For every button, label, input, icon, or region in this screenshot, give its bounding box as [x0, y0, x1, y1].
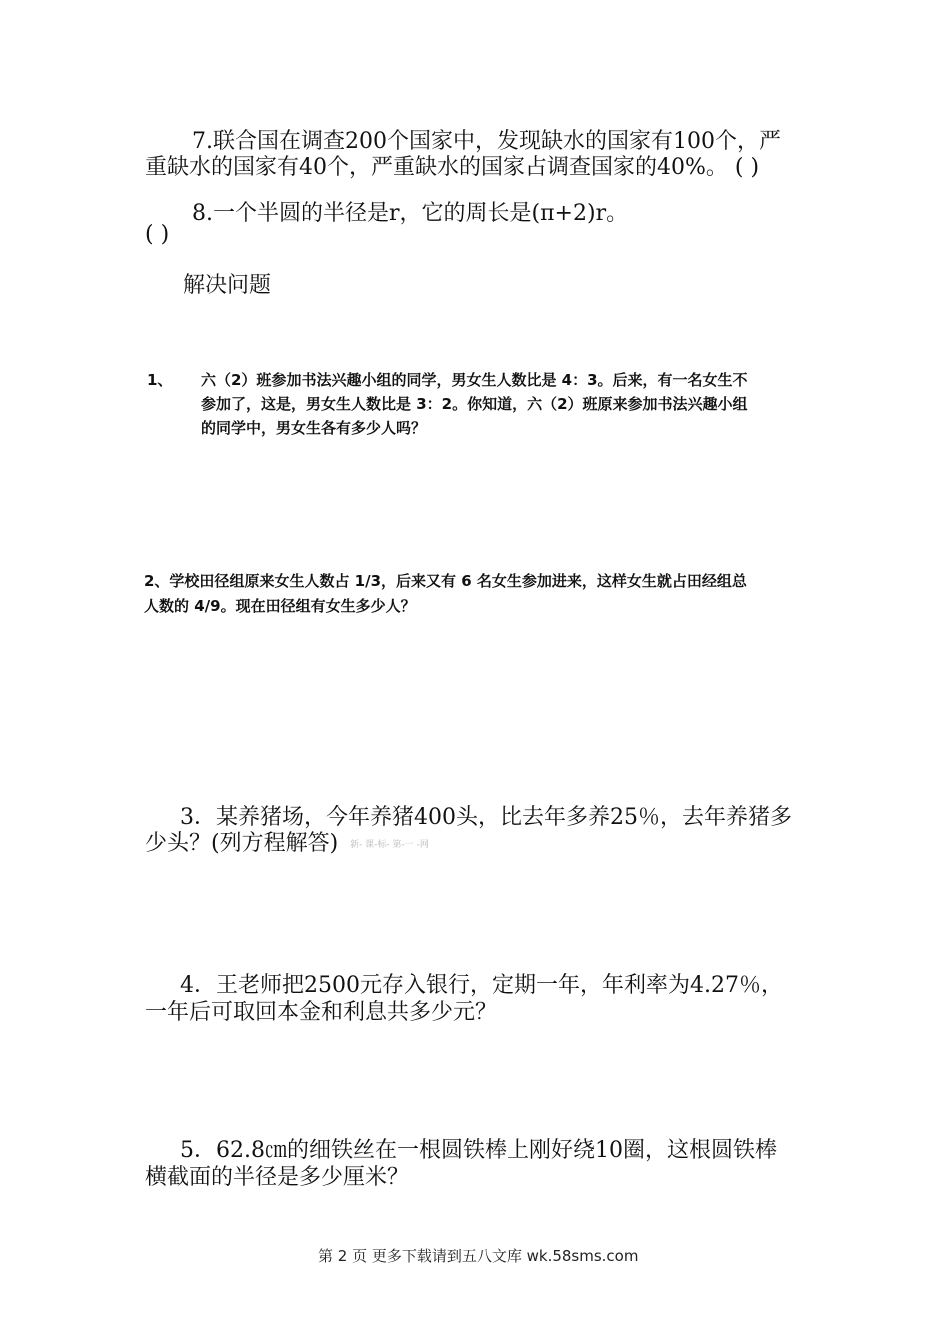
- problem-4-line-1: 4．王老师把2500元存入银行，定期一年，年利率为4.27％，: [180, 973, 783, 998]
- problem-1-line-3: 的同学中，男女生各有多少人吗？: [201, 419, 427, 437]
- problem-2-line-1: 2、学校田径组原来女生人数占 1/3，后来又有 6 名女生参加进来，这样女生就占田经组总: [144, 572, 747, 590]
- problem-5-line-2: 横截面的半径是多少厘米？: [145, 1165, 410, 1190]
- problem-3-line-2: 少头？(列方程解答): [145, 831, 339, 856]
- question-8-line-1: 8.一个半圆的半径是r，它的周长是(π+2)r。: [192, 201, 629, 226]
- problem-1-line-1: 六（2）班参加书法兴趣小组的同学，男女生人数比是 4：3。后来，有一名女生不: [201, 371, 748, 389]
- problem-2-line-2: 人数的 4/9。现在田径组有女生多少人？: [144, 597, 416, 615]
- page-footer: 第 2 页 更多下载请到五八文库 wk.58sms.com: [318, 1247, 639, 1265]
- problem-4-line-2: 一年后可取回本金和利息共多少元？: [145, 1000, 498, 1025]
- problem-5-line-1: 5．62.8㎝的细铁丝在一根圆铁棒上刚好绕10圈，这根圆铁棒: [180, 1138, 777, 1163]
- problem-1-line-2: 参加了，这是，男女生人数比是 3：2。你知道，六（2）班原来参加书法兴趣小组: [201, 395, 748, 413]
- question-7-line-1: 7.联合国在调查200个国家中，发现缺水的国家有100个，严: [192, 129, 781, 154]
- problem-1-number: 1、: [147, 371, 173, 389]
- watermark-text: 新- 课-标- 第-一 -网: [350, 840, 429, 850]
- section-title: 解决问题: [183, 273, 272, 298]
- problem-3-line-1: 3．某养猪场，今年养猪400头，比去年多养25％，去年养猪多: [180, 805, 792, 830]
- question-8-line-2: ( ): [145, 222, 170, 247]
- question-7-line-2: 重缺水的国家有40个，严重缺水的国家占调查国家的40%。 ( ): [145, 155, 760, 180]
